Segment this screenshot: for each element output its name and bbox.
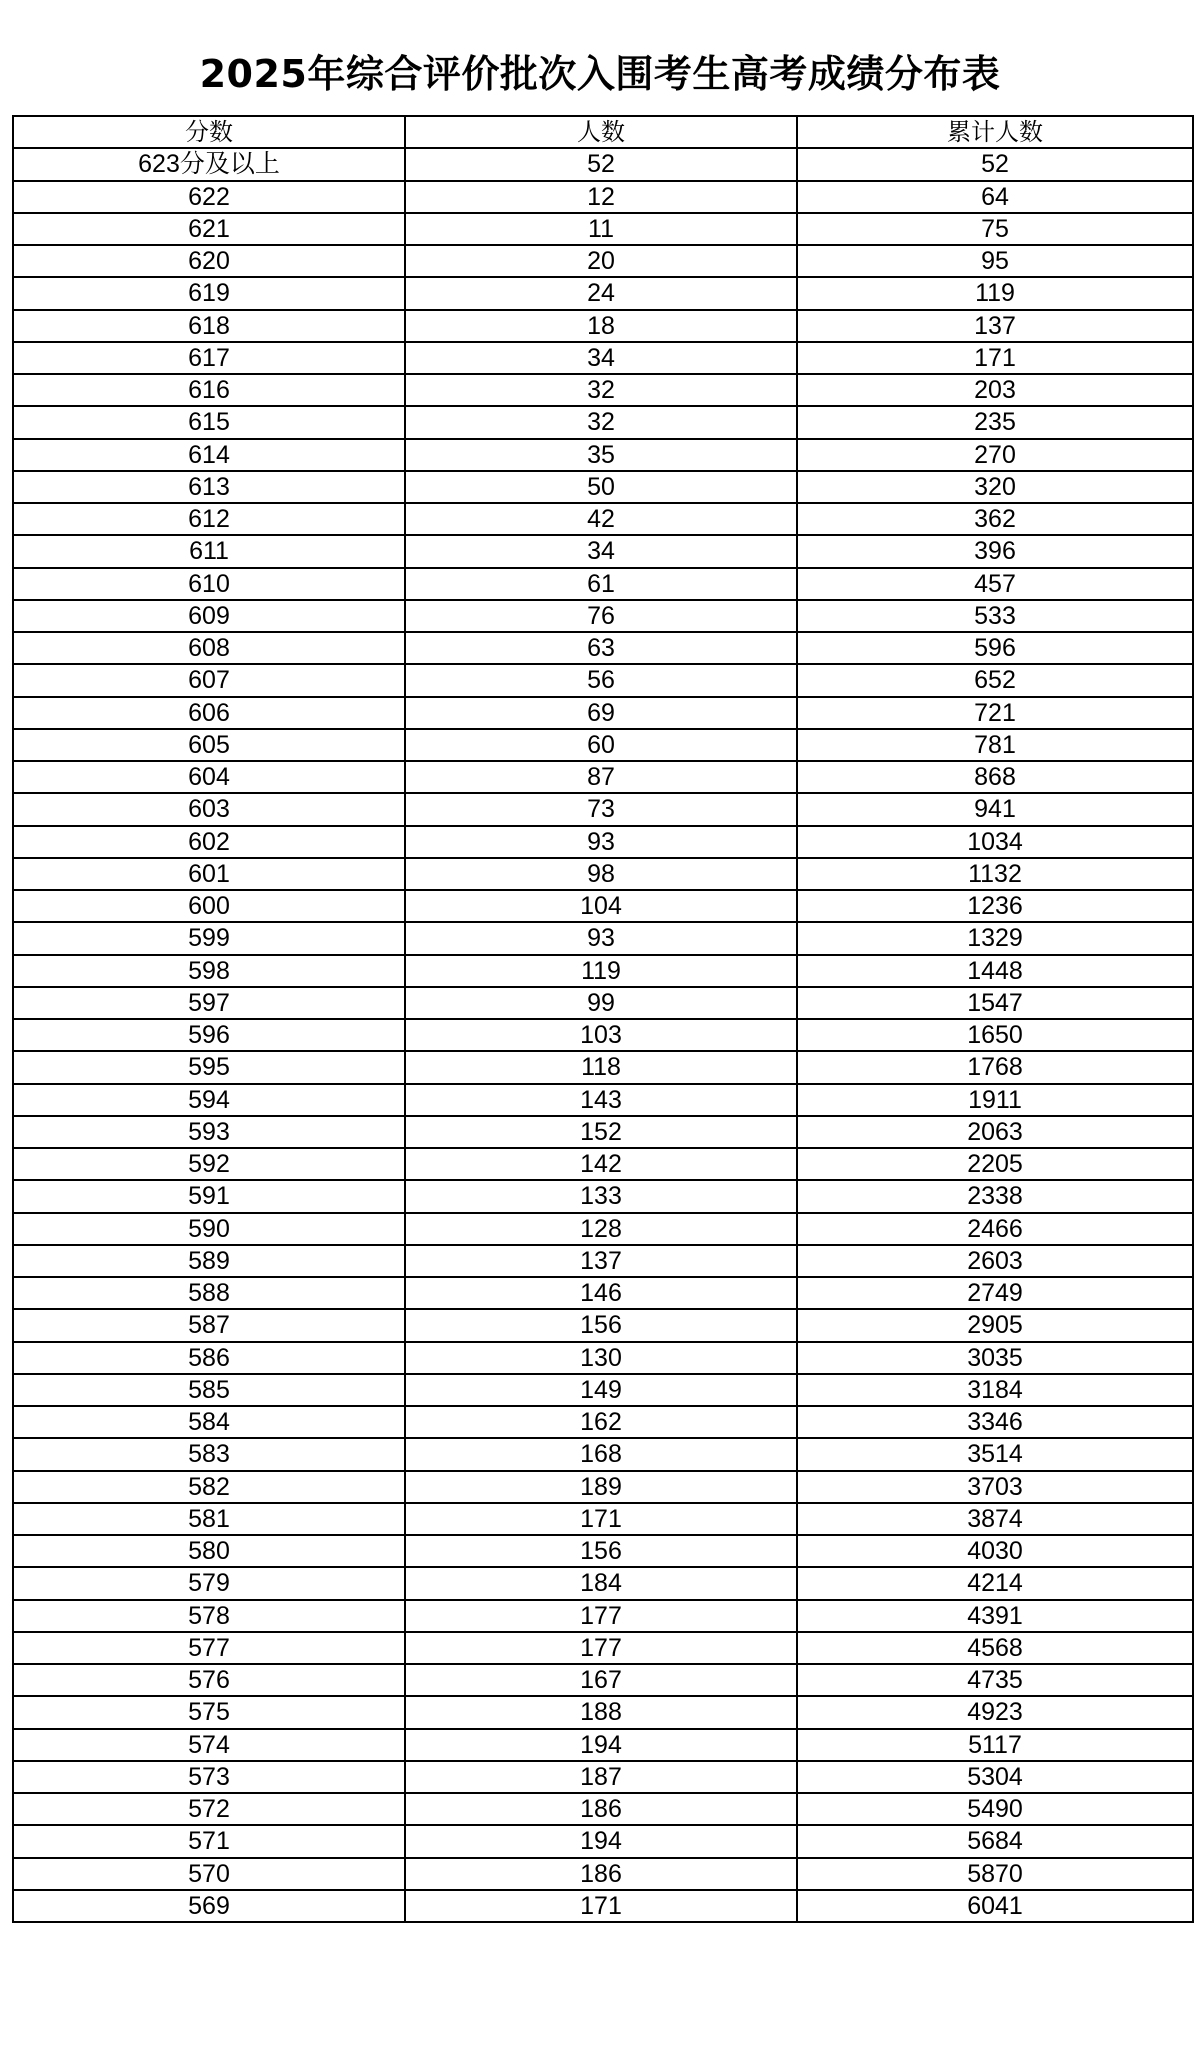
cell-cumulative: 4391 <box>797 1600 1193 1632</box>
cell-count: 149 <box>405 1374 797 1406</box>
table-row <box>13 987 1193 1019</box>
table-row <box>13 148 1193 180</box>
table-row <box>13 664 1193 696</box>
cell-cumulative: 5870 <box>797 1858 1193 1890</box>
cell-count: 103 <box>405 1019 797 1051</box>
cell-cumulative: 171 <box>797 342 1193 374</box>
cell-count: 119 <box>405 955 797 987</box>
cell-cumulative: 3874 <box>797 1503 1193 1535</box>
cell-count: 171 <box>405 1503 797 1535</box>
cell-score: 579 <box>13 1567 405 1599</box>
cell-count: 177 <box>405 1600 797 1632</box>
cell-cumulative: 75 <box>797 213 1193 245</box>
cell-count: 128 <box>405 1213 797 1245</box>
cell-cumulative: 235 <box>797 406 1193 438</box>
cell-cumulative: 596 <box>797 632 1193 664</box>
cell-count: 146 <box>405 1277 797 1309</box>
cell-cumulative: 457 <box>797 568 1193 600</box>
cell-score: 587 <box>13 1309 405 1341</box>
column-header-score: 分数 <box>13 116 405 148</box>
cell-score: 615 <box>13 406 405 438</box>
table-row <box>13 181 1193 213</box>
cell-score: 573 <box>13 1761 405 1793</box>
cell-score: 600 <box>13 890 405 922</box>
cell-count: 63 <box>405 632 797 664</box>
cell-count: 156 <box>405 1535 797 1567</box>
cell-count: 42 <box>405 503 797 535</box>
cell-count: 24 <box>405 277 797 309</box>
table-row <box>13 1535 1193 1567</box>
cell-count: 32 <box>405 406 797 438</box>
cell-count: 177 <box>405 1632 797 1664</box>
table-row <box>13 1309 1193 1341</box>
cell-score: 574 <box>13 1729 405 1761</box>
cell-score: 620 <box>13 245 405 277</box>
cell-cumulative: 652 <box>797 664 1193 696</box>
cell-score: 592 <box>13 1148 405 1180</box>
cell-count: 187 <box>405 1761 797 1793</box>
cell-cumulative: 2205 <box>797 1148 1193 1180</box>
table-row <box>13 1858 1193 1890</box>
cell-score: 602 <box>13 826 405 858</box>
cell-cumulative: 3703 <box>797 1471 1193 1503</box>
table-row <box>13 1761 1193 1793</box>
cell-cumulative: 119 <box>797 277 1193 309</box>
cell-score: 591 <box>13 1180 405 1212</box>
cell-score: 575 <box>13 1696 405 1728</box>
cell-score: 578 <box>13 1600 405 1632</box>
table-row <box>13 761 1193 793</box>
cell-cumulative: 4568 <box>797 1632 1193 1664</box>
cell-cumulative: 2905 <box>797 1309 1193 1341</box>
cell-score: 595 <box>13 1051 405 1083</box>
table-row <box>13 1600 1193 1632</box>
cell-cumulative: 5117 <box>797 1729 1193 1761</box>
table-row <box>13 1342 1193 1374</box>
table-row <box>13 1438 1193 1470</box>
cell-cumulative: 1911 <box>797 1084 1193 1116</box>
table-row <box>13 1277 1193 1309</box>
cell-score: 619 <box>13 277 405 309</box>
cell-score: 608 <box>13 632 405 664</box>
cell-count: 133 <box>405 1180 797 1212</box>
cell-count: 152 <box>405 1116 797 1148</box>
table-row <box>13 955 1193 987</box>
cell-count: 69 <box>405 697 797 729</box>
cell-cumulative: 6041 <box>797 1890 1193 1922</box>
cell-score: 580 <box>13 1535 405 1567</box>
cell-count: 50 <box>405 471 797 503</box>
cell-cumulative: 3514 <box>797 1438 1193 1470</box>
cell-score: 604 <box>13 761 405 793</box>
cell-score: 597 <box>13 987 405 1019</box>
cell-cumulative: 137 <box>797 310 1193 342</box>
cell-score: 589 <box>13 1245 405 1277</box>
cell-cumulative: 52 <box>797 148 1193 180</box>
cell-count: 99 <box>405 987 797 1019</box>
cell-count: 142 <box>405 1148 797 1180</box>
cell-count: 104 <box>405 890 797 922</box>
cell-score: 623分及以上 <box>13 148 405 180</box>
cell-cumulative: 4214 <box>797 1567 1193 1599</box>
table-row <box>13 1374 1193 1406</box>
table-row <box>13 245 1193 277</box>
cell-score: 586 <box>13 1342 405 1374</box>
cell-score: 593 <box>13 1116 405 1148</box>
cell-cumulative: 2603 <box>797 1245 1193 1277</box>
table-header <box>13 116 1193 148</box>
table-row <box>13 729 1193 761</box>
cell-score: 603 <box>13 793 405 825</box>
cell-score: 590 <box>13 1213 405 1245</box>
cell-score: 613 <box>13 471 405 503</box>
cell-score: 588 <box>13 1277 405 1309</box>
cell-count: 168 <box>405 1438 797 1470</box>
score-distribution-table <box>12 115 1194 1923</box>
cell-score: 569 <box>13 1890 405 1922</box>
table-row <box>13 826 1193 858</box>
cell-count: 137 <box>405 1245 797 1277</box>
cell-cumulative: 1132 <box>797 858 1193 890</box>
cell-score: 614 <box>13 439 405 471</box>
cell-score: 584 <box>13 1406 405 1438</box>
table-row <box>13 1019 1193 1051</box>
cell-cumulative: 721 <box>797 697 1193 729</box>
cell-score: 576 <box>13 1664 405 1696</box>
cell-cumulative: 1547 <box>797 987 1193 1019</box>
table-row <box>13 793 1193 825</box>
table-row <box>13 1567 1193 1599</box>
table-row <box>13 1116 1193 1148</box>
table-row <box>13 406 1193 438</box>
cell-score: 570 <box>13 1858 405 1890</box>
cell-cumulative: 868 <box>797 761 1193 793</box>
table-row <box>13 1180 1193 1212</box>
cell-score: 612 <box>13 503 405 535</box>
cell-score: 617 <box>13 342 405 374</box>
cell-cumulative: 95 <box>797 245 1193 277</box>
cell-score: 598 <box>13 955 405 987</box>
table-row <box>13 1793 1193 1825</box>
cell-count: 143 <box>405 1084 797 1116</box>
table-row <box>13 697 1193 729</box>
cell-score: 621 <box>13 213 405 245</box>
cell-count: 52 <box>405 148 797 180</box>
cell-count: 11 <box>405 213 797 245</box>
cell-cumulative: 781 <box>797 729 1193 761</box>
cell-score: 582 <box>13 1471 405 1503</box>
table-row <box>13 568 1193 600</box>
cell-cumulative: 1650 <box>797 1019 1193 1051</box>
cell-cumulative: 2338 <box>797 1180 1193 1212</box>
cell-cumulative: 396 <box>797 535 1193 567</box>
cell-score: 585 <box>13 1374 405 1406</box>
cell-cumulative: 5490 <box>797 1793 1193 1825</box>
table-row <box>13 858 1193 890</box>
cell-score: 605 <box>13 729 405 761</box>
cell-cumulative: 941 <box>797 793 1193 825</box>
table-row <box>13 310 1193 342</box>
table-row <box>13 1825 1193 1857</box>
cell-count: 93 <box>405 826 797 858</box>
table-row <box>13 439 1193 471</box>
cell-cumulative: 3346 <box>797 1406 1193 1438</box>
cell-count: 87 <box>405 761 797 793</box>
cell-score: 583 <box>13 1438 405 1470</box>
column-header-count: 人数 <box>405 116 797 148</box>
table-row <box>13 1245 1193 1277</box>
cell-score: 611 <box>13 535 405 567</box>
cell-count: 34 <box>405 535 797 567</box>
table-row <box>13 1406 1193 1438</box>
table-row <box>13 1729 1193 1761</box>
cell-score: 618 <box>13 310 405 342</box>
cell-cumulative: 4735 <box>797 1664 1193 1696</box>
cell-cumulative: 203 <box>797 374 1193 406</box>
cell-cumulative: 2749 <box>797 1277 1193 1309</box>
cell-count: 156 <box>405 1309 797 1341</box>
cell-count: 73 <box>405 793 797 825</box>
cell-count: 171 <box>405 1890 797 1922</box>
header-row <box>13 116 1193 148</box>
cell-score: 596 <box>13 1019 405 1051</box>
cell-score: 577 <box>13 1632 405 1664</box>
cell-count: 188 <box>405 1696 797 1728</box>
cell-count: 189 <box>405 1471 797 1503</box>
table-row <box>13 600 1193 632</box>
cell-count: 98 <box>405 858 797 890</box>
cell-count: 61 <box>405 568 797 600</box>
cell-count: 93 <box>405 922 797 954</box>
cell-score: 572 <box>13 1793 405 1825</box>
cell-score: 594 <box>13 1084 405 1116</box>
cell-count: 60 <box>405 729 797 761</box>
cell-count: 186 <box>405 1858 797 1890</box>
table-row <box>13 1051 1193 1083</box>
cell-cumulative: 5684 <box>797 1825 1193 1857</box>
cell-count: 56 <box>405 664 797 696</box>
cell-cumulative: 1768 <box>797 1051 1193 1083</box>
cell-count: 186 <box>405 1793 797 1825</box>
table-row <box>13 1696 1193 1728</box>
table-row <box>13 922 1193 954</box>
cell-count: 194 <box>405 1825 797 1857</box>
table-row <box>13 374 1193 406</box>
cell-score: 606 <box>13 697 405 729</box>
cell-cumulative: 4030 <box>797 1535 1193 1567</box>
cell-score: 599 <box>13 922 405 954</box>
cell-cumulative: 2063 <box>797 1116 1193 1148</box>
cell-cumulative: 3184 <box>797 1374 1193 1406</box>
cell-score: 601 <box>13 858 405 890</box>
table-row <box>13 1890 1193 1922</box>
cell-count: 118 <box>405 1051 797 1083</box>
cell-cumulative: 533 <box>797 600 1193 632</box>
cell-count: 18 <box>405 310 797 342</box>
cell-count: 35 <box>405 439 797 471</box>
cell-score: 581 <box>13 1503 405 1535</box>
cell-score: 616 <box>13 374 405 406</box>
cell-count: 162 <box>405 1406 797 1438</box>
cell-score: 571 <box>13 1825 405 1857</box>
cell-count: 32 <box>405 374 797 406</box>
table-row <box>13 632 1193 664</box>
cell-cumulative: 1236 <box>797 890 1193 922</box>
table-row <box>13 213 1193 245</box>
cell-cumulative: 5304 <box>797 1761 1193 1793</box>
cell-count: 184 <box>405 1567 797 1599</box>
table-row <box>13 503 1193 535</box>
cell-cumulative: 1034 <box>797 826 1193 858</box>
table-row <box>13 277 1193 309</box>
table-row <box>13 1503 1193 1535</box>
table-row <box>13 1471 1193 1503</box>
cell-score: 607 <box>13 664 405 696</box>
table-row <box>13 342 1193 374</box>
cell-cumulative: 64 <box>797 181 1193 213</box>
cell-cumulative: 3035 <box>797 1342 1193 1374</box>
cell-score: 610 <box>13 568 405 600</box>
page-title: 2025年综合评价批次入围考生高考成绩分布表 <box>199 52 1001 96</box>
table-row <box>13 1148 1193 1180</box>
cell-score: 622 <box>13 181 405 213</box>
cell-count: 167 <box>405 1664 797 1696</box>
cell-cumulative: 270 <box>797 439 1193 471</box>
cell-cumulative: 2466 <box>797 1213 1193 1245</box>
cell-cumulative: 1448 <box>797 955 1193 987</box>
table-row <box>13 471 1193 503</box>
cell-cumulative: 320 <box>797 471 1193 503</box>
cell-score: 609 <box>13 600 405 632</box>
cell-count: 20 <box>405 245 797 277</box>
cell-count: 130 <box>405 1342 797 1374</box>
cell-count: 34 <box>405 342 797 374</box>
cell-count: 76 <box>405 600 797 632</box>
table-body <box>13 148 1193 1922</box>
cell-cumulative: 1329 <box>797 922 1193 954</box>
table-row <box>13 1664 1193 1696</box>
cell-cumulative: 362 <box>797 503 1193 535</box>
table-row <box>13 890 1193 922</box>
column-header-cumulative: 累计人数 <box>797 116 1193 148</box>
table-row <box>13 1632 1193 1664</box>
cell-count: 194 <box>405 1729 797 1761</box>
table-row <box>13 535 1193 567</box>
table-row <box>13 1084 1193 1116</box>
table-row <box>13 1213 1193 1245</box>
cell-count: 12 <box>405 181 797 213</box>
cell-cumulative: 4923 <box>797 1696 1193 1728</box>
